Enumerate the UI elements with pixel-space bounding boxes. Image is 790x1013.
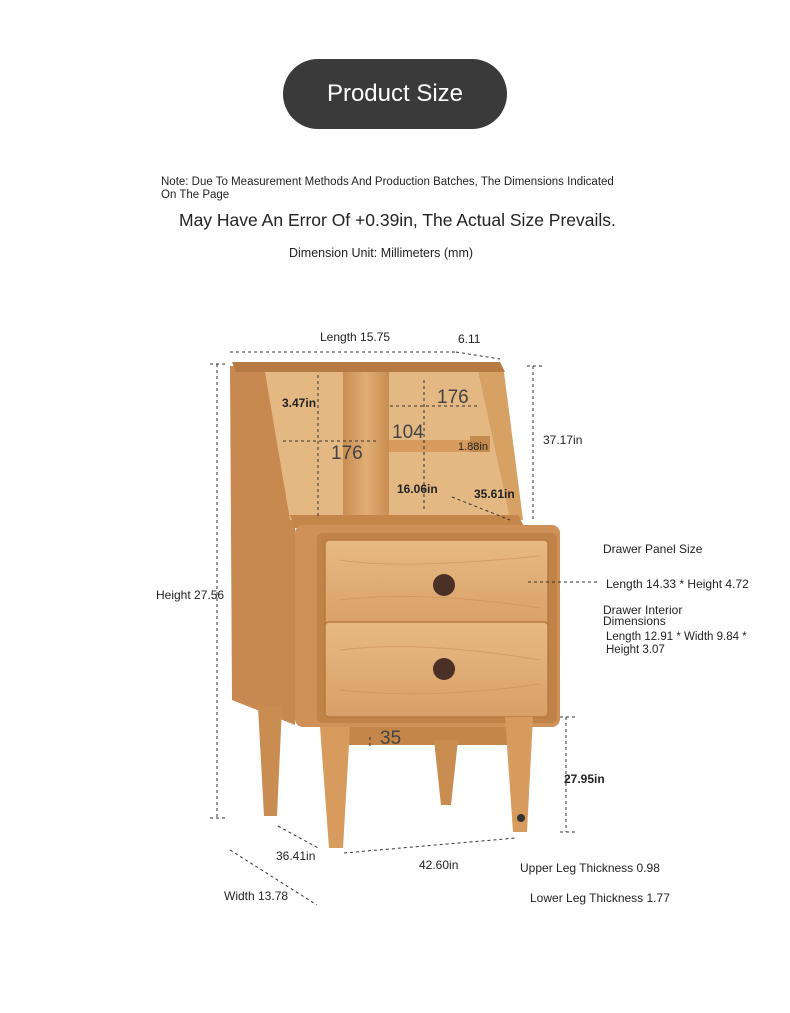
unit-note: Dimension Unit: Millimeters (mm)	[289, 246, 474, 260]
label-leg-height: 27.95in	[564, 772, 605, 786]
label-drawer-panel-value: Length 14.33 * Height 4.72	[606, 577, 749, 591]
label-leg-spread-depth: 36.41in	[276, 849, 316, 863]
label-176-left: 176	[331, 443, 363, 464]
note-line-2: May Have An Error Of +0.39in, The Actual Size Prevails.	[179, 210, 616, 230]
label-depth-top: 6.11	[458, 332, 481, 346]
drawer-knob-top	[433, 574, 455, 596]
label-lower-leg: Lower Leg Thickness 1.77	[530, 891, 670, 905]
label-176-right: 176	[437, 387, 469, 408]
label-shelf-interior-height: 16.06in	[397, 482, 438, 496]
label-rod-188: 1.88in	[458, 441, 488, 453]
label-leg-gap: 35	[380, 728, 402, 749]
label-top-height-right: 37.17in	[543, 433, 583, 447]
label-top-depth: 35.61in	[474, 487, 515, 501]
note-line-1: Note: Due To Measurement Methods And Production Batches, The Dimensions Indicated On The Page	[161, 176, 614, 201]
label-104: 104	[392, 422, 424, 443]
cabinet-body	[230, 362, 560, 727]
label-upper-leg: Upper Leg Thickness 0.98	[520, 861, 660, 875]
label-width: Width 13.78	[224, 889, 289, 903]
label-height: Height 27.56	[156, 588, 225, 602]
label-drawer-panel-title: Drawer Panel Size	[603, 542, 703, 556]
label-leg-spread-width: 42.60in	[419, 858, 459, 872]
label-shelf-height-small: 3.47in	[282, 396, 317, 410]
label-drawer-interior-value: Length 12.91 * Width 9.84 * Height 3.07	[606, 631, 747, 656]
page-title: Product Size	[326, 80, 464, 107]
label-length: Length 15.75	[320, 330, 391, 344]
drawer-knob-bottom	[433, 658, 455, 680]
label-drawer-interior-title: Drawer Interior Dimensions	[603, 603, 683, 628]
